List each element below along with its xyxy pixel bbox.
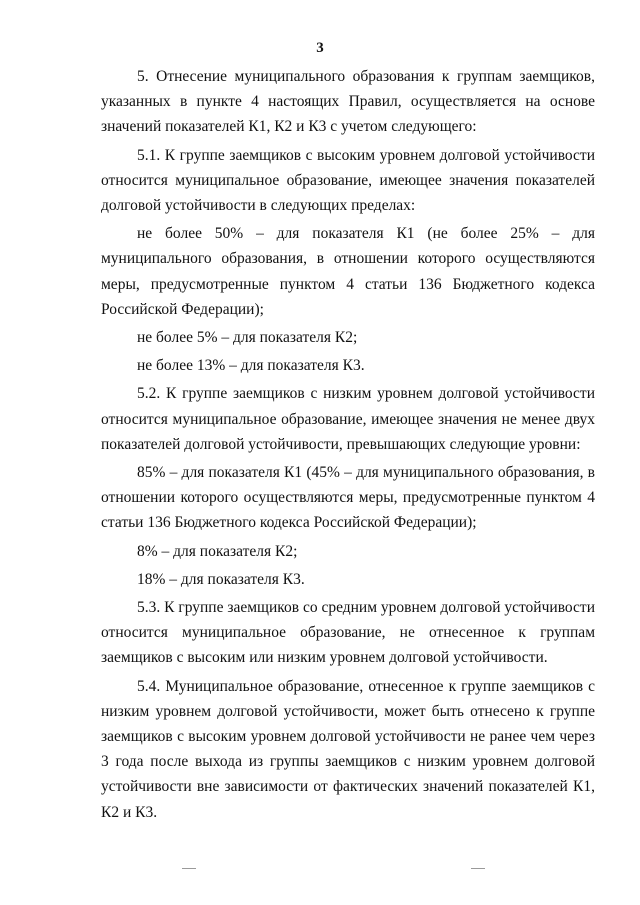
list-item-k3-high: не более 13% – для показателя К3. — [137, 357, 365, 375]
scan-mark-left — [182, 868, 196, 869]
list-item-k1-high: не более 50% – для показателя К1 (не более 25% – для муниципального образования, в отношении которого осуществляются меры, предусмотренные пунктом 4 статьи 136 Бюджетного кодекса Российской Федерации); — [101, 225, 595, 318]
list-item-k3-low: 18% – для показателя К3. — [137, 570, 305, 588]
document-body — [101, 64, 595, 828]
paragraph-5-1: 5.1. К группе заемщиков с высоким уровнем долговой устойчивости относится муниципальное образование, имеющее значения показателей долговой устойчивости в следующих пределах: — [101, 146, 595, 215]
list-item-k2-high: не более 5% – для показателя К2; — [137, 329, 358, 347]
paragraph-5-3: 5.3. К группе заемщиков со средним уровнем долговой устойчивости относится муниципальное образование, не отнесенное к группам заемщиков с высоким или низким уровнем долговой устойчивости. — [101, 599, 595, 667]
paragraph-5: 5. Отнесение муниципального образования к группам заемщиков, указанных в пункте 4 настоящих Правил, осуществляется на основе значений показателей К1, К2 и К3 с учетом следующего: — [101, 68, 595, 136]
paragraph-5-4: 5.4. Муниципальное образование, отнесенное к группе заемщиков с низким уровнем долговой устойчивости, может быть отнесено к группе заемщиков с высоким уровнем долговой устойчивости не ранее чем через 3 года после выхода из группы заемщиков с низким уровнем долговой устойчивости вне зависимости от фактических значений показателей К1, К2 и К3. — [101, 677, 595, 821]
paragraph-5-2: 5.2. К группе заемщиков с низким уровнем долговой устойчивости относится муниципальное образование, имеющее значения не менее двух показателей долговой устойчивости, превышающих следующие уровни: — [101, 385, 595, 453]
scan-mark-right — [471, 868, 485, 869]
list-item-k2-low: 8% – для показателя К2; — [137, 542, 298, 560]
page-number: 3 — [316, 40, 324, 56]
list-item-k1-low: 85% – для показателя К1 (45% – для муниципального образования, в отношении которого осуществляются меры, предусмотренные пунктом 4 статьи 136 Бюджетного кодекса Российской Федерации); — [101, 464, 595, 532]
